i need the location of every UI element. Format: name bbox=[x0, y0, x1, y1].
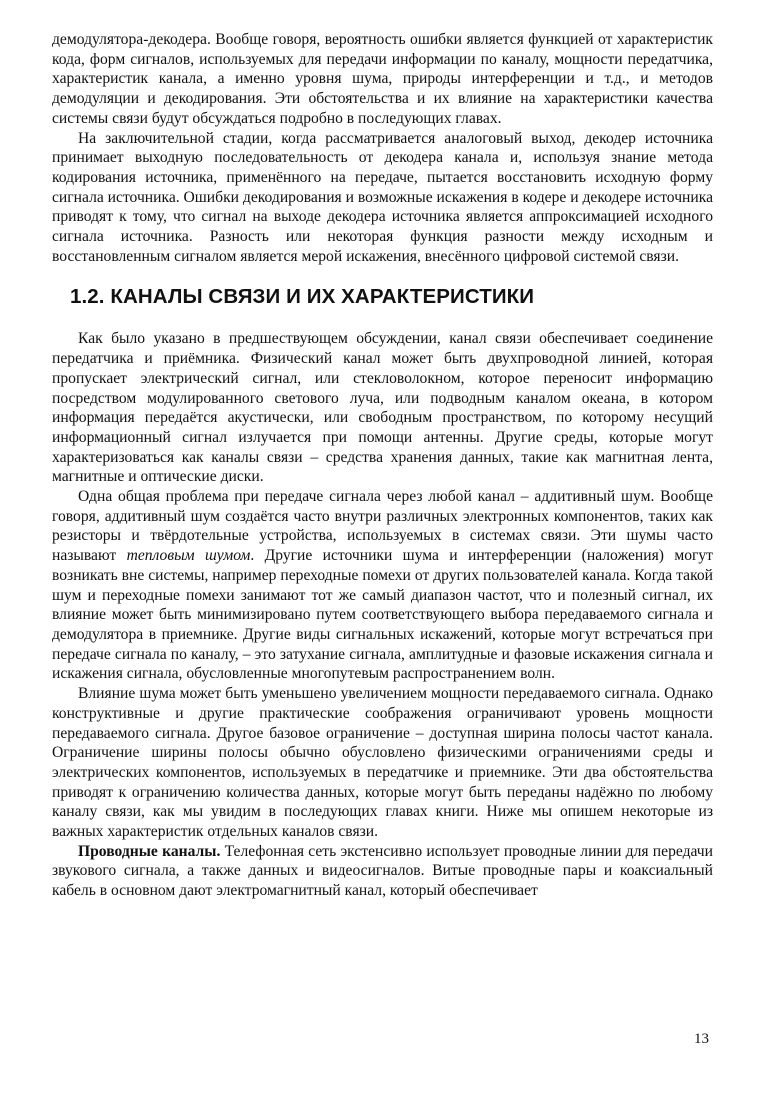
paragraph-noise-text-2: . Другие источники шума и интерференции (наложения) могут возникать вне системы, например переходные помехи от других пользователей канала. Когда такой шум и переходные помехи занимают тот же самый диапазон частот, что и полезный сигнал, их влияние может быть минимизировано путем соответствующего выбора передаваемого сигнала и демодулятора в приемнике. Другие виды сигнальных искажений, которые могут встречаться при передаче сигнала по каналу, – это затухание сигнала, амплитудные и фазовые искажения сигнала и искажения сигнала, обусловленные многопутевым распространением волн. bbox=[52, 547, 713, 683]
wired-channels-text: Телефонная сеть экстенсивно использует проводные линии для передачи звукового сигнала, а также данных и видеосигналов. Витые проводные пары и коаксиальный кабель в основном дают электромагнитный канал, который обеспечивает bbox=[52, 842, 713, 900]
paragraph-noise bbox=[52, 487, 713, 684]
paragraph-wired-channels bbox=[52, 842, 713, 901]
wired-channels-lead: Проводные каналы. bbox=[78, 842, 221, 860]
paragraph-power: Влияние шума может быть уменьшено увеличением мощности передаваемого сигнала. Однако конструктивные и другие практические соображения ограничивают уровень мощности передаваемого сигнала. Другое базовое ограничение – доступная ширина полосы частот канала. Ограничение ширины полосы обычно обусловлено физическими ограничениями среды и электрических компонентов, используемых в передатчике и приемнике. Эти два обстоятельства приводят к ограничению количества данных, которые могут быть переданы надёжно по любому каналу связи, как мы увидим в последующих главах книги. Ниже мы опишем некоторые из важных характеристик отдельных каналов связи. bbox=[52, 685, 713, 841]
paragraph-continued: демодулятора-декодера. Вообще говоря, вероятность ошибки является функцией от характеристик кода, форм сигналов, используемых для передачи информации по каналу, мощности передатчика, характеристик канала, а именно уровня шума, природы интерференции и т.д., и методов демодуляции и декодирования. Эти обстоятельства и их влияние на характеристики качества системы связи будут обсуждаться подробно в последующих главах. bbox=[52, 31, 713, 127]
page-number: 13 bbox=[694, 1031, 709, 1047]
paragraph-source-decoder: На заключительной стадии, когда рассматривается аналоговый выход, декодер источника принимает выходную последовательность от декодера канала и, используя знание метода кодирования источника, применённого на передаче, пытается восстановить исходную форму сигнала источника. Ошибки декодирования и возможные искажения в кодере и декодере источника приводят к тому, что сигнал на выходе декодера источника является аппроксимацией исходного сигнала источника. Разность или некоторая функция разности между исходным и восстановленным сигналом является мерой искажения, внесённого цифровой системой связи. bbox=[52, 129, 713, 265]
section-heading: 1.2. КАНАЛЫ СВЯЗИ И ИХ ХАРАКТЕРИСТИКИ bbox=[70, 285, 535, 309]
paragraph-channels: Как было указано в предшествующем обсуждении, канал связи обеспечивает соединение передатчика и приёмника. Физический канал может быть двухпроводной линией, которая пропускает электрический сигнал, или стекловолокном, которое переносит информацию посредством модулированного светового луча, или подводным каналом океана, в котором информация передаётся акустически, или свободным пространством, по которому несущий информационный сигнал излучается при помощи антенны. Другие среды, которые могут характеризоваться как каналы связи – средства хранения данных, такие как магнитная лента, магнитные и оптические диски. bbox=[52, 330, 713, 486]
thermal-noise-term: тепловым шумом bbox=[126, 547, 251, 565]
paragraph-noise-text-1: Одна общая проблема при передаче сигнала через любой канал – аддитивный шум. Вообще говоря, аддитивный шум создаётся часто внутри различных электронных компонентов, таких как резисторы и твёрдотельные устройства, используемых в системах связи. Эти шумы часто называют bbox=[52, 488, 713, 565]
